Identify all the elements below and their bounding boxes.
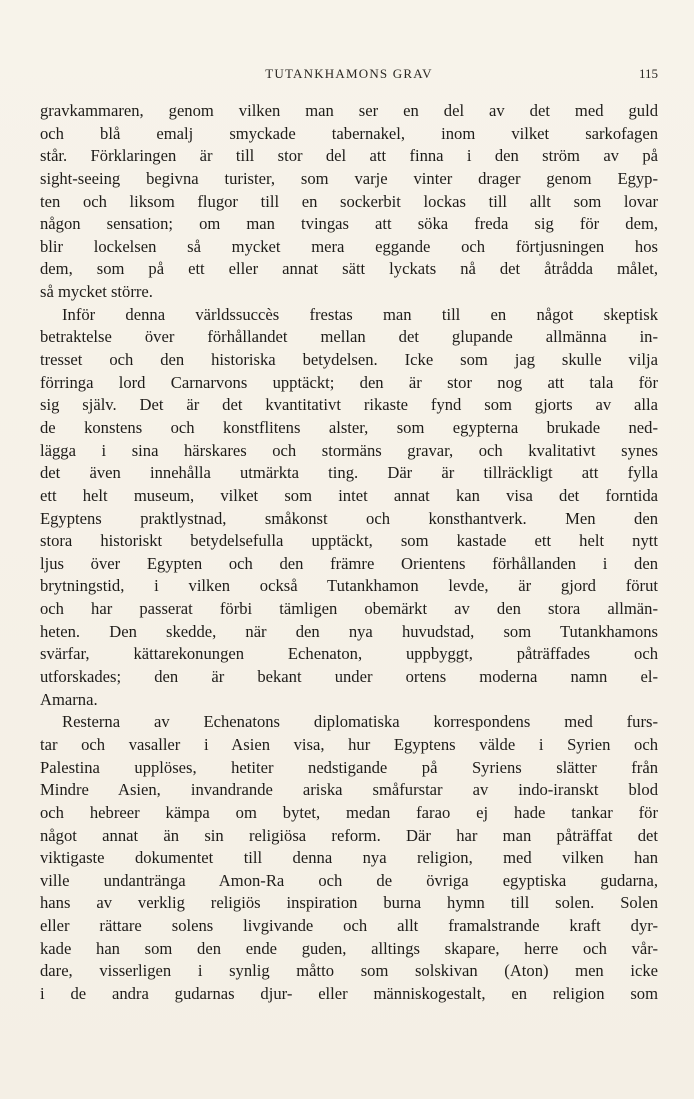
text-line: lägga i sina härskares och stormäns gravar, och kvalitativt synes [40, 440, 658, 460]
text-line: tar och vasaller i Asien visa, hur Egyptens välde i Syrien och [40, 734, 658, 754]
text-line: betraktelse över förhållandet mellan det glupande allmänna in- [40, 327, 658, 347]
text-line: dem, som på ett eller annat sätt lyckats nå det åtrådda målet, [40, 259, 658, 279]
text-line: sight-seeing begivna turister, som varje vinter drager genom Egyp- [40, 168, 658, 188]
page-header [40, 66, 660, 86]
text-line: stora historiskt betydelsefulla upptäckt, som kastade ett helt nytt [40, 531, 658, 551]
text-line: hans av verklig religiös inspiration burna hymn till solen. Solen [40, 893, 658, 913]
text-line: och har passerat förbi tämligen obemärkt av den stora allmän- [40, 599, 658, 619]
running-title: TUTANKHAMONS GRAV [265, 66, 433, 81]
text-line: heten. Den skedde, när den nya huvudstad, som Tutankhamons [40, 621, 658, 641]
text-line: Resterna av Echenatons diplomatiska korrespondens med furs- [62, 712, 658, 732]
text-line: Palestina upplöses, hetiter nedstigande på Syriens slätter från [40, 757, 658, 777]
text-line: ett helt museum, vilket som intet annat kan visa det forntida [40, 485, 658, 505]
text-line: eller rättare solens livgivande och allt framalstrande kraft dyr- [40, 916, 658, 936]
paragraph [40, 304, 658, 712]
text-line: ljus över Egypten och den främre Orientens förhållanden i den [40, 553, 658, 573]
body-text [40, 100, 658, 1006]
text-line: och blå emalj smyckade tabernakel, inom vilket sarkofagen [40, 123, 658, 143]
text-line: Mindre Asien, invandrande ariska småfurstar av indo-iranskt blod [40, 780, 658, 800]
text-line: det även innehålla utmärkta ting. Där är tillräckligt att fylla [40, 463, 658, 483]
text-line: och hebreer kämpa om bytet, medan farao ej hade tankar för [40, 802, 658, 822]
text-line: utforskades; den är bekant under ortens moderna namn el- [40, 667, 658, 687]
text-line: kade han som den ende guden, alltings skapare, herre och vår- [40, 938, 658, 958]
text-line: så mycket större. [40, 282, 153, 302]
text-line: något annat än sin religiösa reform. Där har man påträffat det [40, 825, 658, 845]
text-line: svärfar, kättarekonungen Echenaton, uppbyggt, påträffades och [40, 644, 658, 664]
text-line: ten och liksom flugor till en sockerbit lockas till allt som lovar [40, 191, 658, 211]
text-line: sig själv. Det är det kvantitativt rikaste fynd som gjorts av alla [40, 395, 658, 415]
text-line: ville undantränga Amon-Ra och de övriga egyptiska gudarna, [40, 870, 658, 890]
text-line: tresset och den historiska betydelsen. Icke som jag skulle vilja [40, 350, 658, 370]
text-line: viktigaste dokumentet till denna nya religion, med vilken han [40, 848, 658, 868]
text-line: gravkammaren, genom vilken man ser en del av det med guld [40, 101, 658, 120]
text-line: förringa lord Carnarvons upptäckt; den är stor nog att tala för [40, 372, 658, 392]
page-number: 115 [638, 66, 658, 81]
paragraph [40, 100, 658, 304]
text-line: dare, visserligen i synlig måtto som solskivan (Aton) men icke [40, 961, 658, 981]
text-line: Egyptens praktlystnad, småkonst och konsthantverk. Men den [40, 508, 658, 528]
text-line: brytningstid, i vilken också Tutankhamon levde, är gjord förut [40, 576, 658, 596]
text-line: blir lockelsen så mycket mera eggande och förtjusningen hos [40, 236, 658, 256]
text-line: står. Förklaringen är till stor del att finna i den ström av på [40, 146, 658, 166]
text-line: i de andra gudarnas djur- eller människogestalt, en religion som [40, 983, 658, 1003]
text-line: de konstens och konstflitens alster, som egypterna brukade ned- [40, 417, 658, 437]
paragraph [40, 711, 658, 1005]
text-line: någon sensation; om man tvingas att söka freda sig för dem, [40, 214, 658, 234]
text-line: Inför denna världssuccès frestas man till en något skeptisk [62, 304, 658, 324]
text-line: Amarna. [40, 689, 98, 709]
